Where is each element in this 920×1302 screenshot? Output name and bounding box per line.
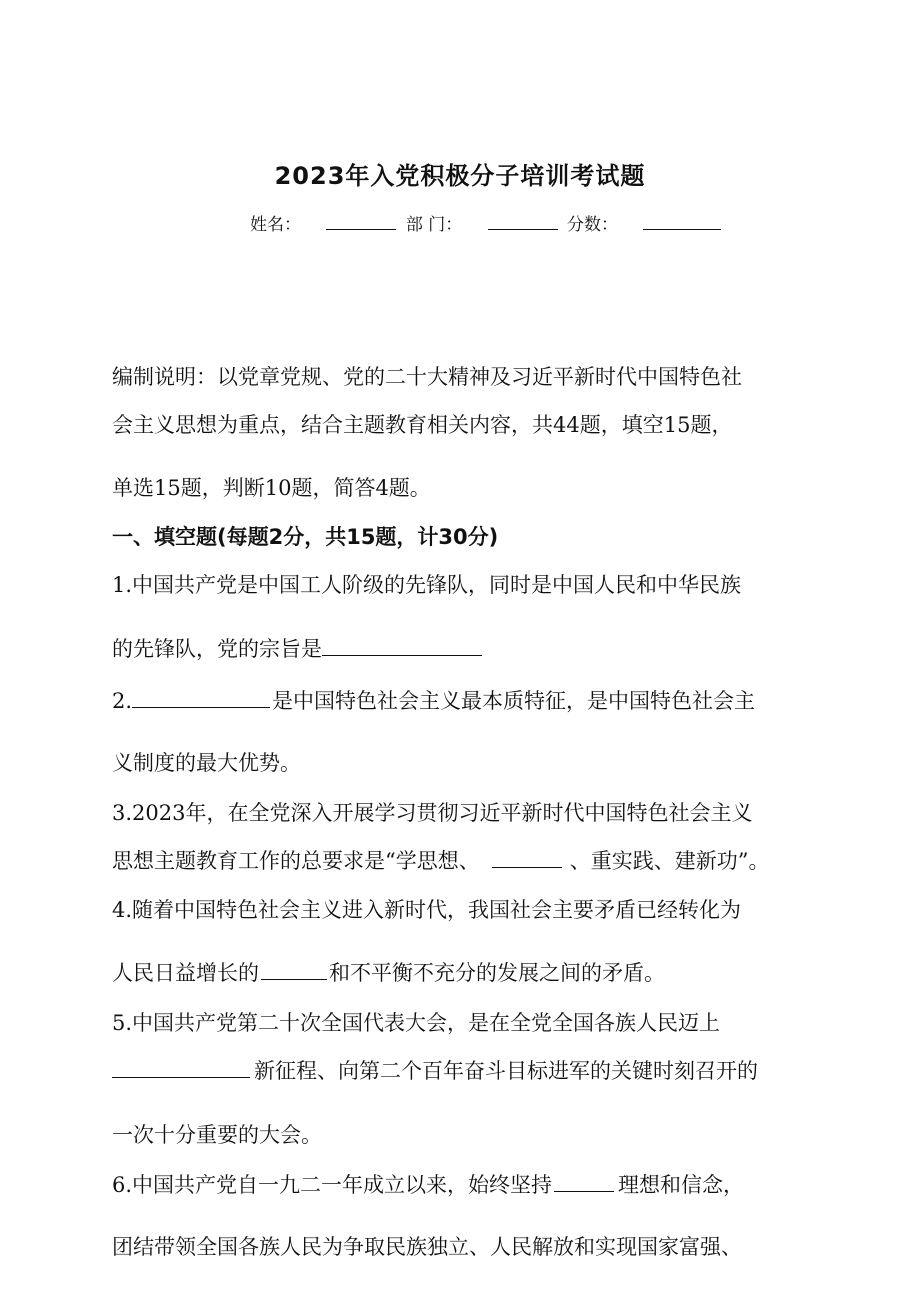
question-5-blank[interactable]	[112, 1059, 250, 1078]
question-2-line-1	[112, 686, 755, 716]
exam-info-row	[250, 210, 725, 235]
question-4-line-1: 4.随着中国特色社会主义进入新时代，我国社会主要矛盾已经转化为	[112, 898, 742, 922]
intro-line-1: 编制说明：以党章党规、党的二十大精神及习近平新时代中国特色社	[112, 365, 742, 389]
question-6-line-2: 团结带领全国各族人民为争取民族独立、人民解放和实现国家富强、	[112, 1235, 742, 1259]
question-5-line-1: 5.中国共产党第二十次全国代表大会，是在全党全国各族人民迈上	[112, 1011, 721, 1035]
question-4-text-a: 人民日益增长的	[112, 961, 259, 985]
question-6-text-b: 理想和信念，	[618, 1173, 745, 1197]
score-blank[interactable]	[643, 211, 721, 230]
question-3-line-2	[112, 846, 769, 876]
question-6-text-a: 6.中国共产党自一九二一年成立以来，始终坚持	[112, 1173, 553, 1197]
question-6-line-1	[112, 1170, 744, 1200]
page-title: 2023年入党积极分子培训考试题	[274, 162, 646, 190]
question-3-line-1: 3.2023年，在全党深入开展学习贯彻习近平新时代中国特色社会主义	[112, 801, 753, 825]
question-1-line-1: 1.中国共产党是中国工人阶级的先锋队，同时是中国人民和中华民族	[112, 573, 742, 597]
question-1-blank[interactable]	[322, 637, 482, 656]
score-label: 分数：	[567, 215, 619, 235]
question-3-blank[interactable]	[492, 849, 562, 868]
question-3-text-b: 、重实践、建新功”。	[569, 849, 770, 873]
intro-line-3: 单选15题，判断10题，简答4题。	[112, 476, 431, 500]
intro-line-2: 会主义思想为重点，结合主题教育相关内容，共44题，填空15题，	[112, 413, 733, 437]
question-5-line-2	[112, 1056, 758, 1086]
question-1-line-2	[112, 634, 486, 664]
question-2-line-2: 义制度的最大优势。	[112, 751, 301, 775]
question-2-blank[interactable]	[132, 689, 270, 708]
question-4-blank[interactable]	[261, 961, 327, 980]
question-4-line-2	[112, 958, 665, 988]
question-3-text-a: 思想主题教育工作的总要求是“学思想、	[112, 849, 480, 873]
question-2-text: 是中国特色社会主义最本质特征，是中国特色社会主	[272, 689, 756, 713]
question-5-text: 新征程、向第二个百年奋斗目标进军的关键时刻召开的	[254, 1059, 758, 1083]
department-blank[interactable]	[488, 211, 558, 230]
section-heading-fill-blank: 一、填空题(每题2分，共15题，计30分)	[112, 525, 499, 549]
question-2-number: 2.	[112, 689, 133, 713]
question-6-blank[interactable]	[554, 1173, 614, 1192]
name-label: 姓名：	[250, 215, 301, 235]
question-1-text: 的先锋队，党的宗旨是	[112, 637, 322, 661]
question-4-text-b: 和不平衡不充分的发展之间的矛盾。	[329, 961, 665, 985]
name-blank[interactable]	[326, 211, 396, 230]
department-label: 部 门：	[405, 215, 463, 235]
question-5-line-3: 一次十分重要的大会。	[112, 1123, 322, 1147]
